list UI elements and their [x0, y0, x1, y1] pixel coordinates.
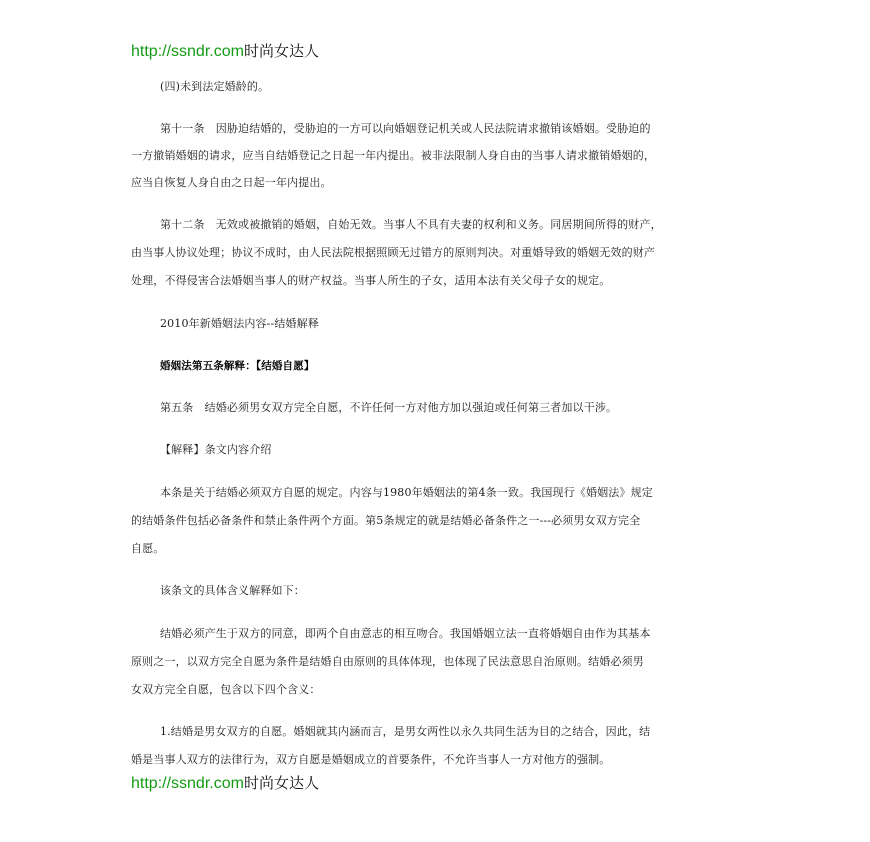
footer-site-link[interactable] [131, 773, 319, 794]
text-line: (四)未到法定婚龄的。 [160, 80, 270, 93]
section-heading: 2010年新婚姻法内容--结婚解释 [160, 317, 319, 330]
text-line: 一方撤销婚姻的请求，应当自结婚登记之日起一年内提出。被非法限制人身自由的当事人请求撤销婚姻的， [131, 149, 656, 162]
text-line: 处理，不得侵害合法婚姻当事人的财产权益。当事人所生的子女，适用本法有关父母子女的规定。 [131, 274, 611, 287]
article-heading: 婚姻法第五条解释：【结婚自愿】 [160, 360, 315, 372]
text-line: 由当事人协议处理；协议不成时，由人民法院根据照顾无过错方的原则判决。对重婚导致的婚姻无效的财产 [131, 246, 656, 259]
text-line: 婚是当事人双方的法律行为，双方自愿是婚姻成立的首要条件，不允许当事人一方对他方的强制。 [131, 753, 611, 766]
footer-site-name: 时尚女达人 [243, 774, 319, 792]
text-line: 女双方完全自愿，包含以下四个含义： [131, 683, 321, 696]
footer-url[interactable]: http://ssndr.com [131, 775, 244, 792]
text-line: 应当自恢复人身自由之日起一年内提出。 [131, 176, 332, 189]
text-line: 第十一条 因胁迫结婚的，受胁迫的一方可以向婚姻登记机关或人民法院请求撤销该婚姻。受胁迫的 [160, 122, 651, 135]
text-line: 1.结婚是男女双方的自愿。婚姻就其内涵而言，是男女两性以永久共同生活为目的之结合，因此，结 [160, 725, 651, 738]
header-url[interactable]: http://ssndr.com [131, 43, 244, 60]
text-line: 第五条 结婚必须男女双方完全自愿，不许任何一方对他方加以强迫或任何第三者加以干涉。 [160, 401, 618, 414]
text-line: 的结婚条件包括必备条件和禁止条件两个方面。第5条规定的就是结婚必备条件之一---必须男女双方完全 [131, 514, 641, 527]
text-line: 自愿。 [131, 542, 165, 555]
text-line: 结婚必须产生于双方的同意，即两个自由意志的相互吻合。我国婚姻立法一直将婚姻自由作为其基本 [160, 627, 651, 640]
text-line: 本条是关于结婚必须双方自愿的规定。内容与1980年婚姻法的第4条一致。我国现行《婚姻法》规定 [160, 486, 653, 499]
header-site-link[interactable] [131, 41, 319, 62]
explanation-heading: 【解释】条文内容介绍 [160, 443, 272, 456]
header-site-name: 时尚女达人 [243, 42, 319, 60]
text-line: 第十二条 无效或被撤销的婚姻，自始无效。当事人不具有夫妻的权利和义务。同居期间所得的财产， [160, 218, 662, 231]
text-line: 该条文的具体含义解释如下： [160, 584, 305, 597]
text-line: 原则之一，以双方完全自愿为条件是结婚自由原则的具体体现，也体现了民法意思自治原则。结婚必须男 [131, 655, 644, 668]
